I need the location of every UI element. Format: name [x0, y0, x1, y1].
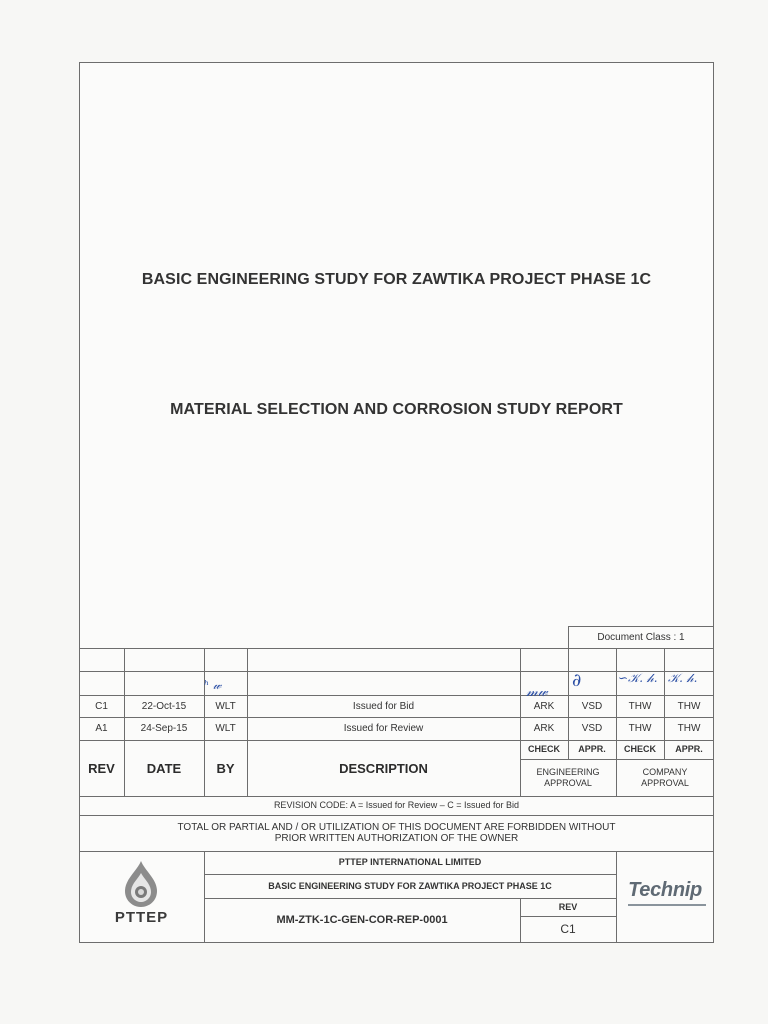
rev-label: REV [558, 901, 578, 912]
signature-company-appr: 𝒦. 𝒽. [668, 671, 698, 685]
technip-logo-text: Technip [628, 879, 702, 901]
header-date: DATE [146, 760, 182, 776]
document-number: MM-ZTK-1C-GEN-COR-REP-0001 [276, 914, 448, 926]
technip-logo [616, 851, 714, 943]
pttep-logo [79, 851, 204, 943]
header-by: BY [216, 760, 235, 776]
rev-value: C1 [560, 922, 576, 936]
signature-company-check: ∽𝒦. 𝒽. [618, 671, 658, 685]
engineering-approval-label: ENGINEERING APPROVAL [536, 766, 600, 788]
pttep-flame-icon [121, 859, 161, 909]
rev-c1-company-appr: THW [677, 700, 701, 712]
header-rev: REV [88, 760, 115, 776]
company-approval-label: COMPANY APPROVAL [641, 766, 689, 788]
rev-c1-company-check: THW [628, 700, 652, 712]
rev-a1-description: Issued for Review [343, 723, 424, 734]
header-company-appr: APPR. [675, 744, 703, 754]
rev-c1-check: ARK [533, 700, 555, 712]
rev-a1-check: ARK [533, 723, 555, 734]
report-title: MATERIAL SELECTION AND CORROSION STUDY REPORT [170, 401, 623, 418]
signature-appr: ∂ [572, 670, 582, 691]
header-check: CHECK [527, 744, 560, 754]
usage-notice: TOTAL OR PARTIAL AND / OR UTILIZATION OF THIS DOCUMENT ARE FORBIDDEN WITHOUT PRIOR WRITTEN AUTHORIZATION OF THE OWNER [177, 822, 616, 844]
header-company-check: CHECK [623, 744, 656, 754]
company-name: PTTEP INTERNATIONAL LIMITED [338, 857, 482, 867]
project-title: BASIC ENGINEERING STUDY FOR ZAWTIKA PROJECT PHASE 1C [141, 271, 652, 288]
rev-a1-appr: VSD [581, 723, 603, 734]
signature-by: ʰ 𝓌 [204, 678, 222, 692]
rev-c1-code: C1 [95, 700, 108, 712]
rev-a1-company-appr: THW [677, 723, 701, 734]
footer-project-title: BASIC ENGINEERING STUDY FOR ZAWTIKA PROJECT PHASE 1C [268, 880, 552, 891]
rev-c1-appr: VSD [581, 700, 603, 712]
rev-a1-by: WLT [215, 723, 236, 734]
rev-a1-date: 24-Sep-15 [140, 723, 188, 734]
rev-c1-date: 22-Oct-15 [141, 700, 187, 712]
header-appr: APPR. [578, 744, 606, 754]
rev-a1-company-check: THW [628, 723, 652, 734]
signature-check: 𝓂𝓌 [526, 684, 548, 700]
rev-c1-description: Issued for Bid [352, 700, 415, 712]
header-description: DESCRIPTION [339, 760, 428, 776]
document-class: Document Class : 1 [597, 631, 685, 643]
technip-underline [628, 904, 706, 906]
rev-a1-code: A1 [95, 723, 108, 734]
rev-c1-by: WLT [215, 700, 236, 712]
pttep-logo-text: PTTEP [114, 909, 169, 926]
revision-code: REVISION CODE: A = Issued for Review – C = Issued for Bid [273, 800, 520, 810]
